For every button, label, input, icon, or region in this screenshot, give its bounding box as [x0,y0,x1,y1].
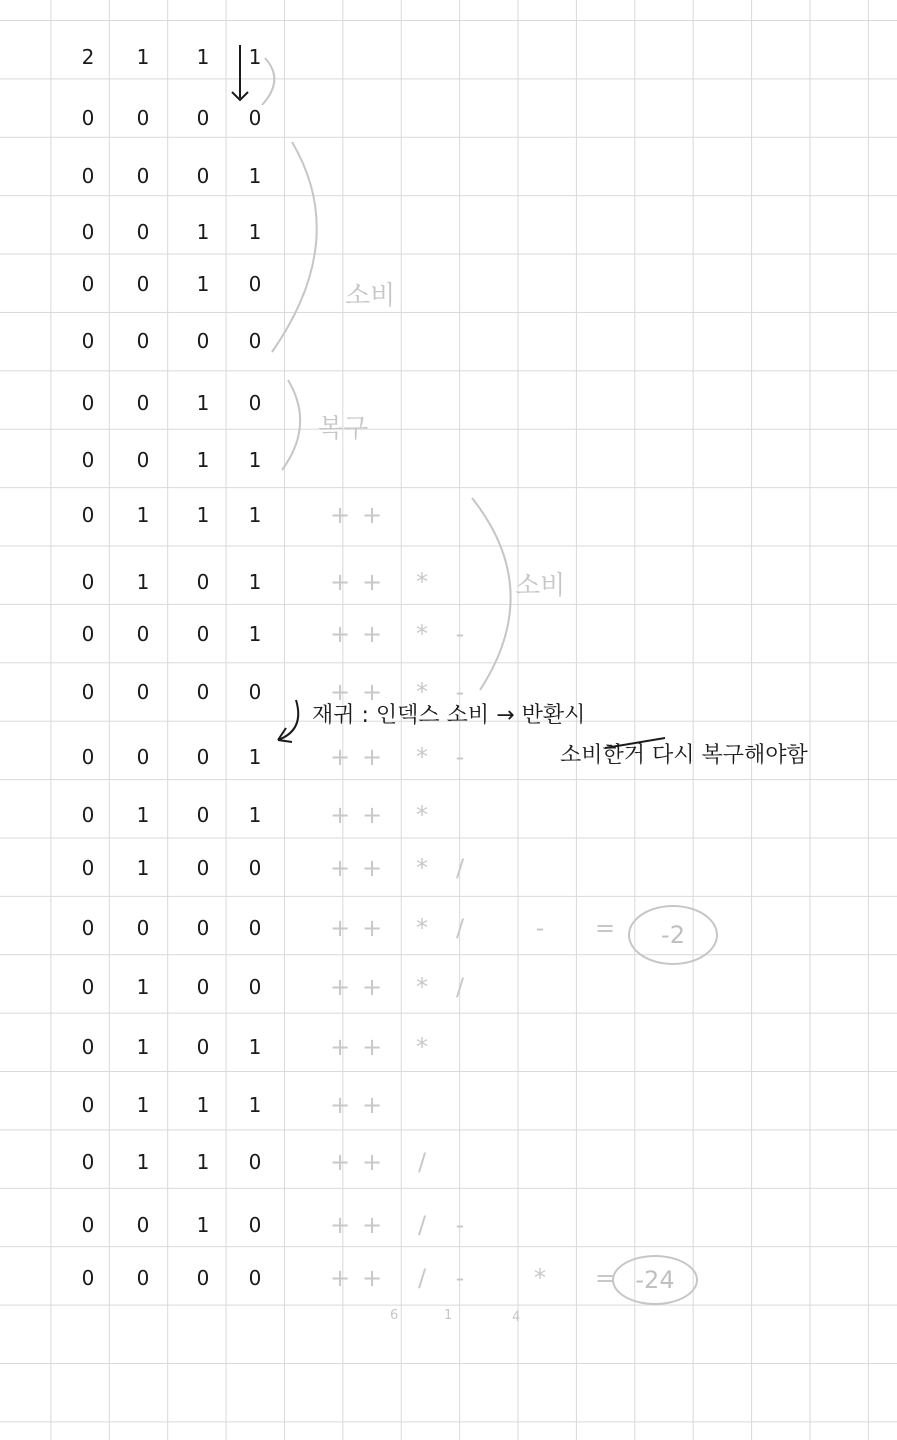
bit-cell: 0 [196,856,210,880]
operator-mark: / [455,914,465,942]
bit-cell: 1 [136,803,150,827]
bit-cell: 0 [81,680,95,704]
bit-cell: 1 [248,503,262,527]
operator-mark: = [594,1264,616,1292]
bit-cell: 0 [248,391,262,415]
operator-mark: - [455,1264,465,1292]
bit-cell: 1 [196,1093,210,1117]
note-recursion-line1: 재귀 : 인덱스 소비 → 반환시 [312,703,586,728]
bit-cell: 0 [81,220,95,244]
bit-cell: 0 [248,1266,262,1290]
bit-cell: 0 [81,1266,95,1290]
bit-cell: 0 [81,164,95,188]
operator-mark: + [361,743,383,771]
bit-cell: 0 [81,803,95,827]
bit-cell: 0 [136,448,150,472]
bit-cell: 1 [248,45,262,69]
bit-cell: 1 [196,448,210,472]
bit-cell: 0 [196,329,210,353]
bit-cell: 0 [248,106,262,130]
bit-cell: 1 [248,164,262,188]
note-recursion-line2: 소비한거 다시 복구해야함 [560,743,808,768]
bit-cell: 0 [196,570,210,594]
bit-cell: 0 [81,448,95,472]
operator-mark: * [416,801,428,829]
bit-cell: 1 [136,570,150,594]
bit-cell: 0 [248,680,262,704]
bit-cell: 0 [136,916,150,940]
recursion-arrow [278,700,298,742]
operator-mark: / [455,973,465,1001]
operator-mark: - [455,678,465,706]
operator-mark: + [329,914,351,942]
operator-mark: + [329,568,351,596]
bit-cell: 0 [136,329,150,353]
bit-cell: 0 [248,1213,262,1237]
bit-cell: 0 [81,622,95,646]
operator-mark: = [594,914,616,942]
operator-mark: + [329,620,351,648]
bit-cell: 0 [81,1150,95,1174]
bit-cell: 0 [81,272,95,296]
operator-mark: * [416,678,428,706]
bit-cell: 0 [81,1035,95,1059]
bit-cell: 1 [136,975,150,999]
bit-cell: 1 [196,391,210,415]
bit-cell: 1 [136,1150,150,1174]
result-first: -2 [628,905,718,965]
operator-mark: - [455,1211,465,1239]
bit-cell: 0 [248,272,262,296]
bit-cell: 0 [196,164,210,188]
bit-cell: 0 [81,745,95,769]
bit-cell: 1 [248,745,262,769]
operator-mark: * [416,743,428,771]
operator-mark: * [416,973,428,1001]
bit-cell: 0 [196,106,210,130]
bit-cell: 0 [196,680,210,704]
bit-cell: 0 [136,106,150,130]
operator-mark: + [329,1148,351,1176]
operator-mark: + [329,678,351,706]
operator-mark: - [455,620,465,648]
bit-cell: 1 [248,1093,262,1117]
bottom-mark-2: 1 [444,1308,453,1323]
operator-mark: + [361,678,383,706]
bottom-mark-1: 6 [390,1308,399,1323]
bit-cell: 0 [196,1035,210,1059]
bit-cell: 0 [81,106,95,130]
bit-cell: 0 [248,329,262,353]
operator-mark: + [361,1211,383,1239]
bit-cell: 0 [196,975,210,999]
bit-cell: 0 [81,1093,95,1117]
operator-mark: * [416,620,428,648]
bit-cell: 1 [248,803,262,827]
bit-cell: 1 [196,272,210,296]
bit-cell: 0 [196,803,210,827]
operator-mark: + [329,1091,351,1119]
operator-mark: / [417,1148,427,1176]
bit-cell: 1 [136,856,150,880]
operator-mark: + [329,743,351,771]
bracket-consume-2 [472,498,511,690]
operator-mark: + [361,501,383,529]
operator-mark: + [329,1264,351,1292]
operator-mark: + [329,801,351,829]
bit-cell: 0 [81,975,95,999]
operator-mark: / [455,854,465,882]
bit-cell: 0 [248,856,262,880]
bottom-mark-3: 4 [512,1310,521,1325]
bit-cell: 0 [196,1266,210,1290]
bit-cell: 0 [81,916,95,940]
bit-cell: 0 [136,164,150,188]
bit-cell: 0 [136,622,150,646]
bit-cell: 1 [248,622,262,646]
operator-mark: * [416,914,428,942]
bit-cell: 0 [136,745,150,769]
operator-mark: + [361,1033,383,1061]
bit-cell: 0 [81,856,95,880]
bit-cell: 0 [248,1150,262,1174]
operator-mark: + [361,1148,383,1176]
bit-cell: 0 [81,570,95,594]
result-second: -24 [612,1255,698,1305]
operator-mark: + [361,1091,383,1119]
bit-cell: 1 [136,45,150,69]
operator-mark: + [361,973,383,1001]
note-consume-2: 소비 [515,571,566,601]
operator-mark: * [416,1033,428,1061]
bit-cell: 1 [196,503,210,527]
bit-cell: 0 [136,680,150,704]
bit-cell: 0 [136,1266,150,1290]
bit-cell: 0 [248,916,262,940]
operator-mark: - [535,914,545,942]
bit-cell: 0 [81,391,95,415]
bit-cell: 2 [81,45,95,69]
bit-cell: 1 [248,570,262,594]
bit-cell: 0 [196,622,210,646]
operator-mark: * [416,568,428,596]
bit-cell: 0 [136,272,150,296]
operator-mark: + [329,973,351,1001]
bit-cell: 0 [81,503,95,527]
operator-mark: * [416,854,428,882]
bit-cell: 0 [136,391,150,415]
bit-cell: 1 [196,45,210,69]
bit-cell: 1 [248,448,262,472]
note-consume-1: 소비 [345,281,396,311]
operator-mark: + [361,914,383,942]
bit-cell: 0 [248,975,262,999]
bit-cell: 0 [136,220,150,244]
operator-mark: - [455,743,465,771]
bit-cell: 1 [248,220,262,244]
bit-cell: 1 [248,1035,262,1059]
operator-mark: + [329,854,351,882]
bit-cell: 1 [196,1150,210,1174]
operator-mark: + [361,620,383,648]
bit-cell: 0 [196,745,210,769]
bit-cell: 1 [196,220,210,244]
operator-mark: + [329,1033,351,1061]
operator-mark: + [361,854,383,882]
bracket-consume-1 [272,142,317,352]
note-restore: 복구 [318,414,369,444]
operator-mark: + [361,801,383,829]
operator-mark: + [361,568,383,596]
bit-cell: 1 [136,1035,150,1059]
bit-cell: 1 [196,1213,210,1237]
operator-mark: / [417,1211,427,1239]
bit-cell: 0 [136,1213,150,1237]
bit-cell: 0 [196,916,210,940]
operator-mark: * [534,1264,546,1292]
bit-cell: 1 [136,1093,150,1117]
bit-cell: 0 [81,329,95,353]
bit-cell: 0 [81,1213,95,1237]
operator-mark: + [329,501,351,529]
operator-mark: + [329,1211,351,1239]
operator-mark: / [417,1264,427,1292]
bit-cell: 1 [136,503,150,527]
operator-mark: + [361,1264,383,1292]
bracket-restore [282,380,300,470]
